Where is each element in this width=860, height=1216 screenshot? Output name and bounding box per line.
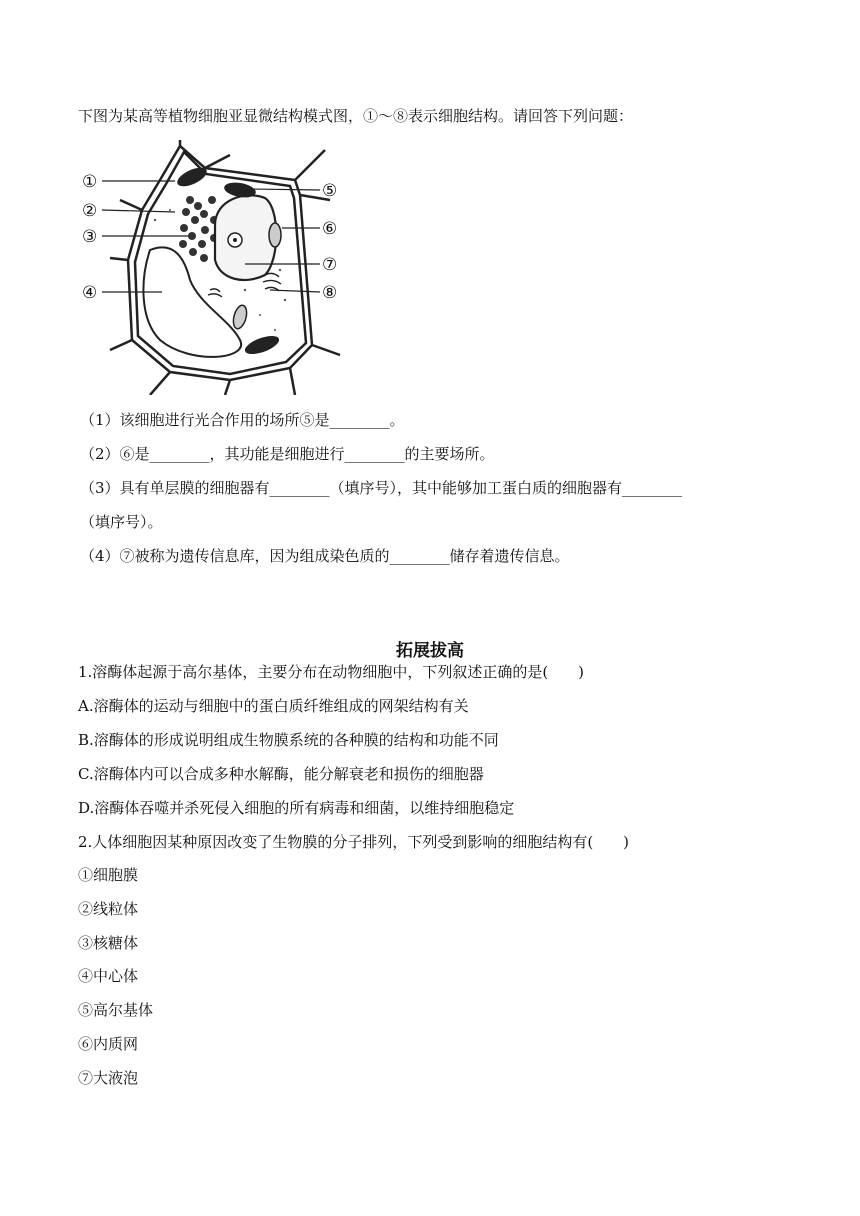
label-2: ② [82,201,98,221]
mc1-option-b: B.溶酶体的形成说明组成生物膜系统的各种膜的结构和功能不同 [78,731,499,749]
mc2-item: ①细胞膜 [78,866,139,884]
mc1-option-c: C.溶酶体内可以合成多种水解酶，能分解衰老和损伤的细胞器 [78,765,484,783]
label-6: ⑥ [322,219,338,239]
mitochondrion [231,304,249,330]
mc2-item: ③核糖体 [78,934,139,952]
mc2-item: ⑤高尔基体 [78,1001,154,1019]
mc2-item: ⑥内质网 [78,1035,139,1053]
label-4: ④ [82,283,98,303]
question-1: （1）该细胞进行光合作用的场所⑤是________。 [80,411,405,429]
label-5: ⑤ [322,181,338,201]
intro-text: 下图为某高等植物细胞亚显微结构模式图，①～⑧表示细胞结构。请回答下列问题： [78,107,634,125]
question-3-line-2: （填序号）。 [80,513,163,531]
mc1-option-a: A.溶酶体的运动与细胞中的蛋白质纤维组成的网架结构有关 [78,697,469,715]
section-title: 拓展拔高 [396,641,464,661]
mc1-option-d: D.溶酶体吞噬并杀死侵入细胞的所有病毒和细菌，以维持细胞稳定 [78,799,515,817]
endoplasmic-reticulum [179,196,218,262]
label-1: ① [82,172,98,192]
mc2-item: ②线粒体 [78,900,139,918]
nucleus [215,195,276,280]
mc2-item: ④中心体 [78,967,139,985]
question-4: （4）⑦被称为遗传信息库，因为组成染色质的________储存着遗传信息。 [80,547,570,565]
mc2-stem: 2.人体细胞因某种原因改变了生物膜的分子排列，下列受到影响的细胞结构有( ) [78,833,630,851]
mc1-stem: 1.溶酶体起源于高尔基体，主要分布在动物细胞中，下列叙述正确的是( ) [78,663,585,681]
question-2: （2）⑥是________，其功能是细胞进行________的主要场所。 [80,445,495,463]
plant-cell-diagram [80,140,360,395]
label-3: ③ [82,227,98,247]
chloroplast [243,332,282,357]
mc2-item: ⑦大液泡 [78,1069,139,1087]
label-8: ⑧ [322,283,338,303]
label-7: ⑦ [322,255,338,275]
question-3-line-1: （3）具有单层膜的细胞器有________（填序号），其中能够加工蛋白质的细胞器有________ [80,479,683,497]
mitochondrion [269,223,281,247]
